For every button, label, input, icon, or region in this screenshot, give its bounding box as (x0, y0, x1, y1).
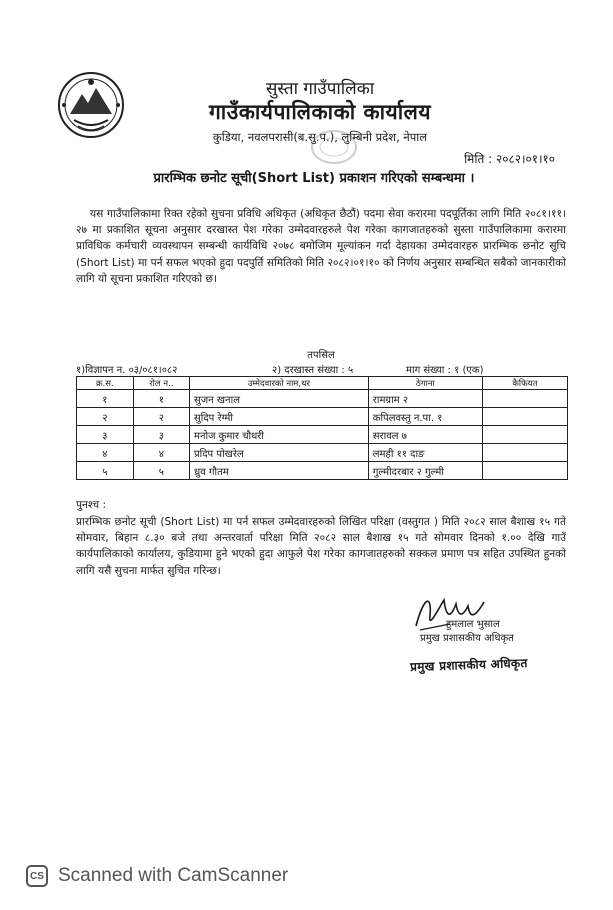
remarks-cell (482, 408, 567, 426)
advertisement-number: १)विज्ञापन न. ०३/०८१।०८२ (76, 365, 178, 376)
designation-stamp: प्रमुख प्रशासकीय अधिकृत (409, 655, 528, 675)
notice-body: यस गाउँपालिकामा रिक्त रहेको सुचना प्रविधि अधिकृत (अधिकृत छैठौं) पदमा सेवा करारमा पदपूर्तिका लागि मिति २०८१।११।२७ मा प्रकाशित सूचना अनुसार दरखास्त पेश गरेका उम्मेदवारहरुले पेश गरेका कागजातहरुको सुस्ता गाउँपालिकामा करारमा प्राविधिक कर्मचारी व्यवस्थापन सम्बन्धी कार्यविधि २०७८ बमोजिम मूल्यांकन गर्दा देहायका उम्मेदवारहरु प्रारम्भिक छनोट सुचि (Short List) मा पर्न सफल भएको हुदा पदपुर्ति समितिको मिति २०८२।०१।१० को निर्णय अनुसार सम्बन्धित सबैको जानकारीको लागि यो सूचना प्रकाशित गरिएको छ। (76, 208, 566, 285)
table-row (77, 462, 568, 480)
name-cell: मनोज कुमार चौधरी (189, 426, 368, 444)
remarks-cell (482, 444, 567, 462)
header-address: ठेगाना (368, 377, 482, 390)
header-name: उम्मेदवारको नाम,थर (189, 377, 368, 390)
address-cell: गुल्मीदरबार २ गुल्मी (368, 462, 482, 480)
signatory-title: प्रमुख प्रशासकीय अधिकृत (420, 633, 514, 644)
demand-count: माग संख्या : १ (एक) (406, 365, 484, 376)
table-header-row (77, 377, 568, 390)
government-emblem-icon (56, 70, 126, 140)
address-cell: रामग्राम २ (368, 390, 482, 408)
name-cell: प्रदिप पोखरेल (189, 444, 368, 462)
roll-cell: १ (133, 390, 189, 408)
postscript-text: प्रारम्भिक छनोट सूची (Short List) मा पर्न सफल उम्मेदवारहरुको लिखित परिक्षा (वस्तुगत ) मिति २०८२ साल बैशाख १५ गते सोमवार, बिहान ८.३० बजे तथा अन्तरवार्ता परिक्षा मिति २०८२ साल बैशाख १५ गते सोमवार दिनको १.०० देखि गाउँ कार्यपालिकाको कार्यालय, कुडियामा हुने भएको हुदा आफुले पेश गरेका कागजातहरुको सक्कल प्रमाण पत्र सहित उपस्थित हुनको लागि यसै सुचना मार्फत सुचित गरिन्छ। (76, 516, 566, 577)
office-name: गाउँकार्यपालिकाको कार्यालय (208, 100, 432, 124)
name-cell: ध्रुव गौतम (189, 462, 368, 480)
application-count: २) दरखास्त संख्या : ५ (272, 365, 354, 376)
name-cell: सुजन खनाल (189, 390, 368, 408)
address-cell: सरावल ७ (368, 426, 482, 444)
roll-cell: ३ (133, 426, 189, 444)
notice-subject: प्रारम्भिक छनोट सूची(Short List) प्रकाशन गरिएको सम्बन्धमा । (153, 171, 475, 186)
candidate-table (76, 376, 568, 480)
table-row (77, 390, 568, 408)
table-row (77, 444, 568, 462)
header-serial: क्र.स. (77, 377, 134, 390)
serial-cell: १ (77, 390, 134, 408)
serial-cell: ४ (77, 444, 134, 462)
header-roll: रोल न.. (133, 377, 189, 390)
roll-cell: ४ (133, 444, 189, 462)
name-cell: सुदिप रेग्मी (189, 408, 368, 426)
address-cell: लमही ११ दाङ (368, 444, 482, 462)
serial-cell: ३ (77, 426, 134, 444)
header-remarks: कैफियत (482, 377, 567, 390)
office-seal-icon (310, 128, 358, 166)
table-caption: तपसिल (307, 350, 335, 361)
roll-cell: २ (133, 408, 189, 426)
municipality-name: सुस्ता गाउँपालिका (265, 79, 375, 99)
remarks-cell (482, 390, 567, 408)
serial-cell: २ (77, 408, 134, 426)
address-cell: कपिलवस्तु न.पा. १ (368, 408, 482, 426)
signatory-name: हुमलाल भुसाल (446, 619, 500, 630)
scanner-watermark (26, 864, 288, 888)
watermark-text: Scanned with CamScanner (58, 865, 289, 886)
remarks-cell (482, 426, 567, 444)
office-address: कुडिया, नवलपरासी(ब.सु.प.), लुम्बिनी प्रदेश, नेपाल (212, 130, 428, 144)
notice-date: मिति : २०८२।०१।१० (464, 152, 555, 166)
table-row (77, 408, 568, 426)
table-row (77, 426, 568, 444)
remarks-cell (482, 462, 567, 480)
serial-cell: ५ (77, 462, 134, 480)
roll-cell: ५ (133, 462, 189, 480)
postscript-label: पुनश्च : (76, 499, 107, 511)
camscanner-logo-icon: CS (26, 865, 48, 887)
